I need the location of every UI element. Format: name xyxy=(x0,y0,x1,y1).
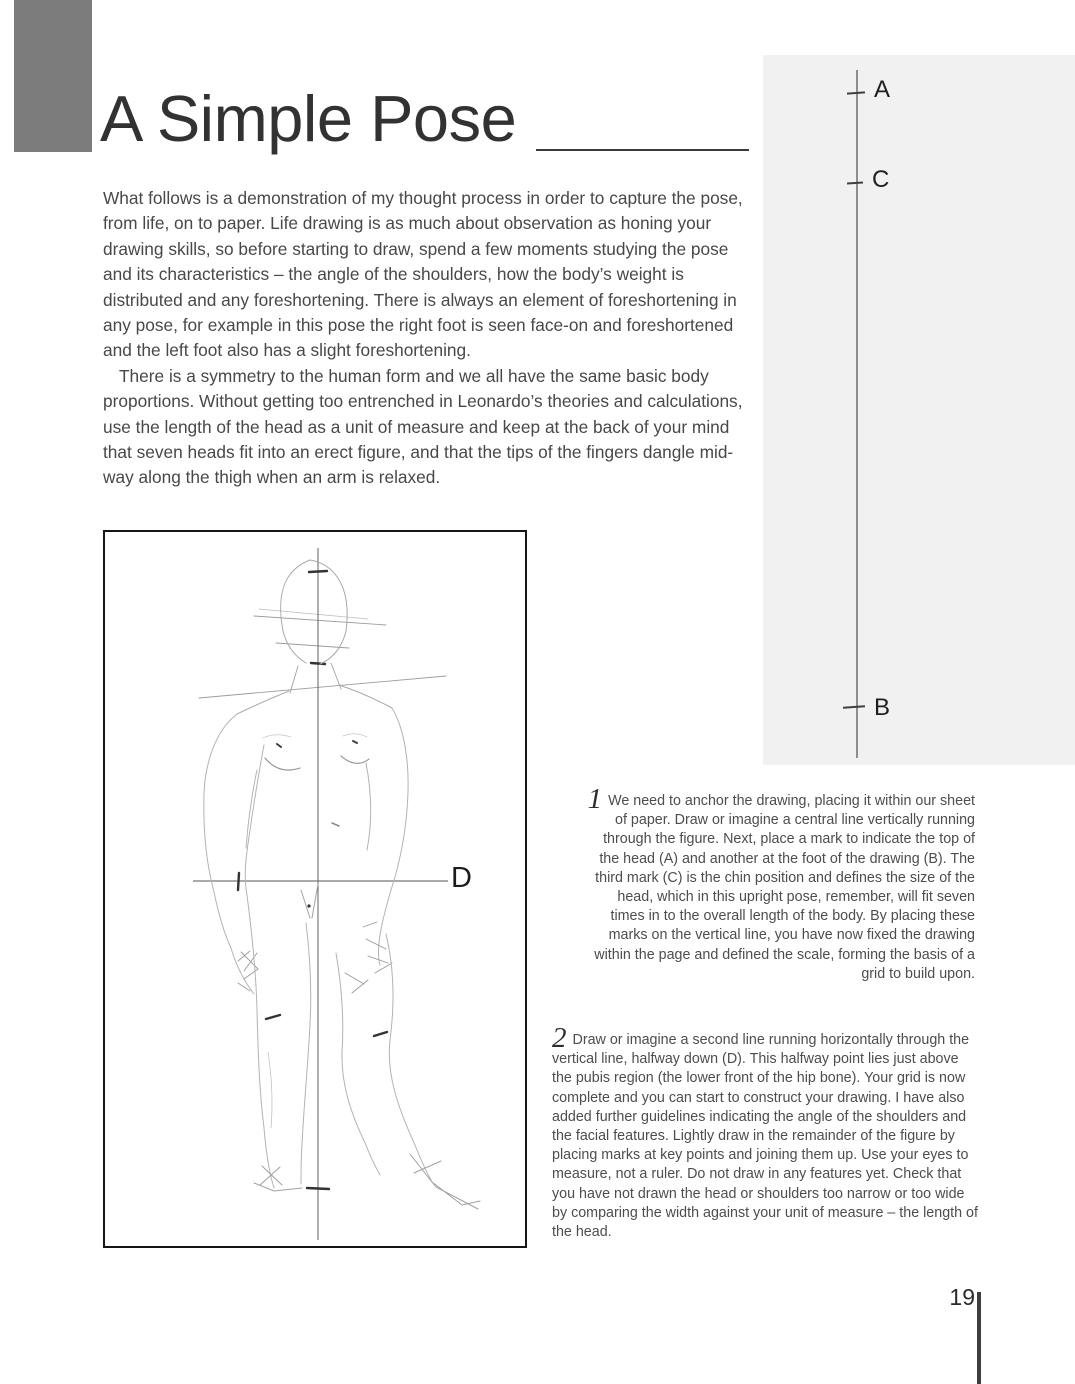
guide-label-a: A xyxy=(874,76,891,103)
vertical-guide-line xyxy=(856,70,858,758)
intro-text xyxy=(103,186,751,491)
intro-paragraph-2: There is a symmetry to the human form and we all have the same basic body proportions. Without getting too entrenched in Leonardo’s theories and calculations, use the length of the head as a unit of measure and keep at the back of your mind that seven heads fit into an erect figure, and that the tips of the fingers dangle mid-way along the thigh when an arm is relaxed. xyxy=(103,365,743,488)
title-underline-rule xyxy=(536,149,749,151)
guide-label-d: D xyxy=(451,862,472,894)
figure-sketch-box xyxy=(103,530,527,1248)
guide-label-b: B xyxy=(874,694,891,721)
page-title: A Simple Pose xyxy=(100,82,517,155)
step-1-text: We need to anchor the drawing, placing it within our sheet of paper. Draw or imagine a central line vertically running through the figure. Next, place a mark to indicate the top of the head (A) and another at the foot of the drawing (B). The third mark (C) is the chin position and defines the size of the head, which in this upright pose, remember, will fit seven times in to the overall length of the body. By placing these marks on the vertical line, you have now fixed the drawing within the page and defined the scale, forming the basis of a grid to build upon. xyxy=(594,793,975,982)
step-1-number: 1 xyxy=(587,783,603,815)
step-2-number: 2 xyxy=(552,1022,567,1054)
page-number: 19 xyxy=(949,1284,975,1310)
vertical-guide-panel xyxy=(763,55,1075,765)
tick-mark-b xyxy=(843,705,865,709)
guide-label-c: C xyxy=(872,166,890,193)
step-1-paragraph xyxy=(583,783,975,984)
tick-mark-c xyxy=(847,181,863,184)
step-2-paragraph xyxy=(552,1022,980,1242)
step-2-text: Draw or imagine a second line running horizontally through the vertical line, halfway down (D). This halfway point lies just above the pubis region (the lower front of the hip bone). Your grid is now complete and you can start to construct your drawing. I have also added further guidelines indicating the angle of the shoulders and the facial features. Lightly draw in the remainder of the figure by placing marks at key points and joining them up. Use your eyes to measure, not a ruler. Do not draw in any features yet. Check that you have not drawn the head or shoulders too narrow or too wide by comparing the width against your unit of measure – the length of the head. xyxy=(552,1032,978,1241)
corner-accent-block xyxy=(14,0,92,152)
intro-paragraph-1: What follows is a demonstration of my thought process in order to capture the pose, from life, on to paper. Life drawing is as much about observation as honing your drawing skills, so before starting to draw, spend a few moments studying the pose and its characteristics – the angle of the shoulders, how the body’s weight is distributed and any foreshortening. There is always an element of foreshortening in any pose, for example in this pose the right foot is seen face-on and foreshortened and the left foot also has a slight foreshortening. xyxy=(103,188,743,361)
footer-bar xyxy=(977,1292,981,1384)
